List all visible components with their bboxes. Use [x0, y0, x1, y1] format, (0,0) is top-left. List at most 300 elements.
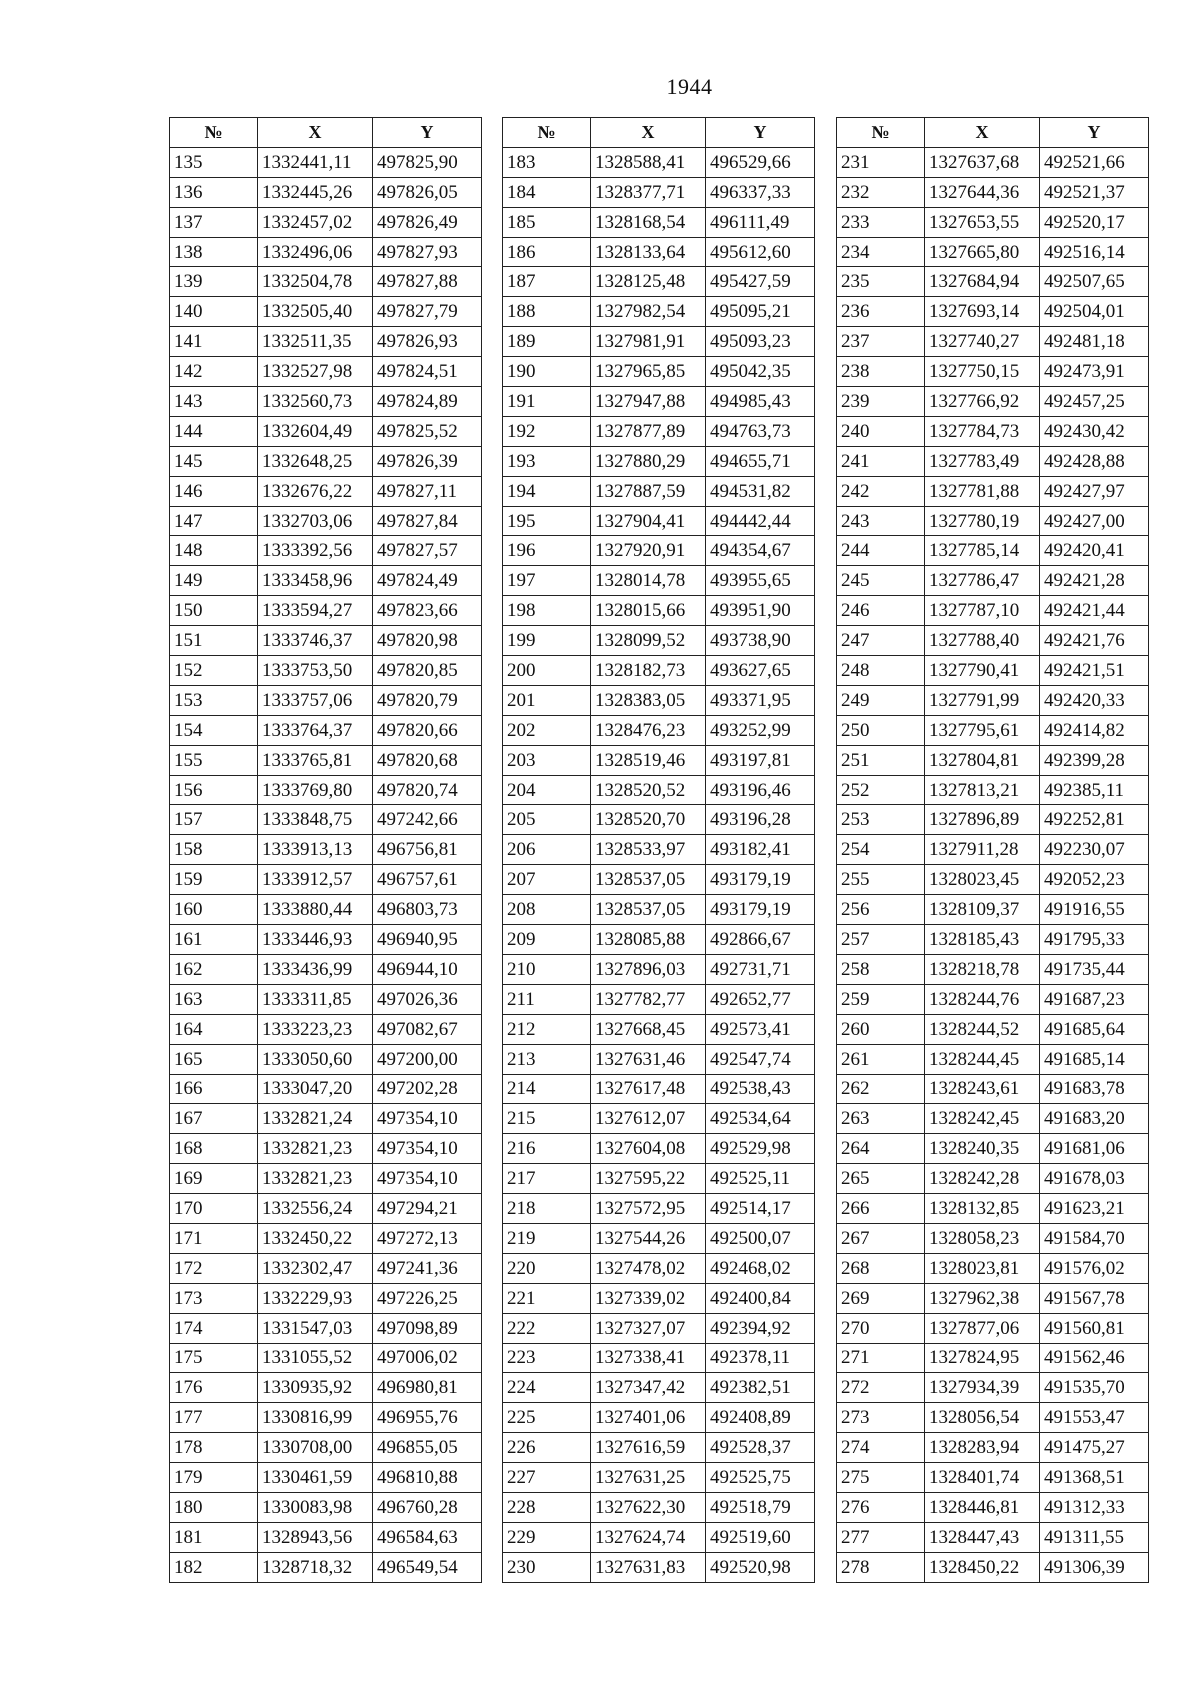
cell-y: 497082,67 — [373, 1014, 482, 1044]
cell-x: 1328383,05 — [591, 685, 706, 715]
table-row — [837, 237, 1149, 267]
cell-x: 1333880,44 — [258, 895, 373, 925]
table-row — [170, 566, 482, 596]
table-row — [837, 745, 1149, 775]
cell-x: 1333753,50 — [258, 656, 373, 686]
cell-no: 211 — [503, 984, 591, 1014]
cell-no: 169 — [170, 1164, 258, 1194]
cell-no: 273 — [837, 1403, 925, 1433]
cell-x: 1327804,81 — [925, 745, 1040, 775]
table-row — [503, 357, 815, 387]
cell-x: 1328242,28 — [925, 1164, 1040, 1194]
table-row — [837, 1253, 1149, 1283]
cell-no: 262 — [837, 1074, 925, 1104]
table-row — [503, 656, 815, 686]
cell-no: 190 — [503, 357, 591, 387]
cell-x: 1327544,26 — [591, 1223, 706, 1253]
cell-no: 220 — [503, 1253, 591, 1283]
table-row — [170, 1194, 482, 1224]
cell-y: 492428,88 — [1040, 446, 1149, 476]
cell-x: 1327740,27 — [925, 327, 1040, 357]
cell-y: 497820,79 — [373, 685, 482, 715]
cell-no: 179 — [170, 1463, 258, 1493]
cell-no: 264 — [837, 1134, 925, 1164]
table-row — [837, 1223, 1149, 1253]
cell-x: 1327896,89 — [925, 805, 1040, 835]
table-row — [170, 1522, 482, 1552]
cell-y: 492427,97 — [1040, 476, 1149, 506]
cell-no: 180 — [170, 1492, 258, 1522]
table-row — [503, 536, 815, 566]
cell-x: 1327788,40 — [925, 626, 1040, 656]
cell-no: 181 — [170, 1522, 258, 1552]
table-row — [837, 387, 1149, 417]
cell-x: 1328242,45 — [925, 1104, 1040, 1134]
cell-x: 1328244,52 — [925, 1014, 1040, 1044]
cell-no: 251 — [837, 745, 925, 775]
cell-x: 1328218,78 — [925, 954, 1040, 984]
cell-no: 136 — [170, 177, 258, 207]
cell-no: 187 — [503, 267, 591, 297]
cell-y: 492421,76 — [1040, 626, 1149, 656]
cell-x: 1327327,07 — [591, 1313, 706, 1343]
cell-no: 197 — [503, 566, 591, 596]
cell-y: 493955,65 — [706, 566, 815, 596]
cell-x: 1330083,98 — [258, 1492, 373, 1522]
cell-y: 492421,51 — [1040, 656, 1149, 686]
cell-no: 163 — [170, 984, 258, 1014]
cell-x: 1333223,23 — [258, 1014, 373, 1044]
cell-x: 1328519,46 — [591, 745, 706, 775]
cell-y: 497827,11 — [373, 476, 482, 506]
cell-no: 243 — [837, 506, 925, 536]
table-row — [170, 1253, 482, 1283]
cell-x: 1332505,40 — [258, 297, 373, 327]
cell-no: 174 — [170, 1313, 258, 1343]
cell-y: 496944,10 — [373, 954, 482, 984]
cell-y: 497820,85 — [373, 656, 482, 686]
cell-no: 228 — [503, 1492, 591, 1522]
cell-x: 1333764,37 — [258, 715, 373, 745]
cell-x: 1327595,22 — [591, 1164, 706, 1194]
cell-no: 184 — [503, 177, 591, 207]
cell-no: 266 — [837, 1194, 925, 1224]
cell-x: 1328132,85 — [925, 1194, 1040, 1224]
table-row — [170, 596, 482, 626]
table-row — [170, 1104, 482, 1134]
cell-no: 168 — [170, 1134, 258, 1164]
cell-x: 1327947,88 — [591, 387, 706, 417]
cell-no: 165 — [170, 1044, 258, 1074]
cell-x: 1327787,10 — [925, 596, 1040, 626]
cell-no: 254 — [837, 835, 925, 865]
cell-x: 1328450,22 — [925, 1552, 1040, 1582]
cell-no: 215 — [503, 1104, 591, 1134]
cell-no: 198 — [503, 596, 591, 626]
cell-x: 1328133,64 — [591, 237, 706, 267]
cell-y: 491368,51 — [1040, 1463, 1149, 1493]
cell-x: 1330816,99 — [258, 1403, 373, 1433]
cell-y: 491683,78 — [1040, 1074, 1149, 1104]
cell-y: 492421,28 — [1040, 566, 1149, 596]
cell-x: 1333913,13 — [258, 835, 373, 865]
cell-no: 230 — [503, 1552, 591, 1582]
cell-x: 1328447,43 — [925, 1522, 1040, 1552]
table-row — [170, 446, 482, 476]
cell-x: 1327616,59 — [591, 1433, 706, 1463]
table-row — [503, 1522, 815, 1552]
table-row — [170, 715, 482, 745]
table-row — [503, 1313, 815, 1343]
cell-no: 153 — [170, 685, 258, 715]
cell-no: 159 — [170, 865, 258, 895]
cell-no: 161 — [170, 925, 258, 955]
cell-y: 491681,06 — [1040, 1134, 1149, 1164]
table-row — [503, 1194, 815, 1224]
cell-x: 1327783,49 — [925, 446, 1040, 476]
cell-y: 497823,66 — [373, 596, 482, 626]
table-row — [837, 1194, 1149, 1224]
cell-y: 492731,71 — [706, 954, 815, 984]
cell-no: 139 — [170, 267, 258, 297]
cell-y: 492421,44 — [1040, 596, 1149, 626]
cell-y: 497827,57 — [373, 536, 482, 566]
cell-x: 1333050,60 — [258, 1044, 373, 1074]
cell-y: 493179,19 — [706, 865, 815, 895]
cell-no: 156 — [170, 775, 258, 805]
cell-x: 1332450,22 — [258, 1223, 373, 1253]
cell-x: 1327780,19 — [925, 506, 1040, 536]
cell-y: 497826,49 — [373, 207, 482, 237]
cell-x: 1332504,78 — [258, 267, 373, 297]
cell-y: 496757,61 — [373, 865, 482, 895]
table-row — [503, 1463, 815, 1493]
cell-no: 238 — [837, 357, 925, 387]
cell-x: 1328109,37 — [925, 895, 1040, 925]
cell-x: 1327824,95 — [925, 1343, 1040, 1373]
cell-y: 493197,81 — [706, 745, 815, 775]
cell-x: 1327982,54 — [591, 297, 706, 327]
cell-x: 1332527,98 — [258, 357, 373, 387]
table-row — [503, 1074, 815, 1104]
cell-x: 1332441,11 — [258, 147, 373, 177]
cell-y: 496810,88 — [373, 1463, 482, 1493]
cell-x: 1333446,93 — [258, 925, 373, 955]
cell-x: 1327791,99 — [925, 685, 1040, 715]
cell-x: 1327785,14 — [925, 536, 1040, 566]
cell-no: 246 — [837, 596, 925, 626]
table-row — [170, 1074, 482, 1104]
cell-y: 492652,77 — [706, 984, 815, 1014]
cell-y: 494763,73 — [706, 416, 815, 446]
table-row — [170, 357, 482, 387]
table-row — [503, 1373, 815, 1403]
cell-y: 492573,41 — [706, 1014, 815, 1044]
cell-x: 1327784,73 — [925, 416, 1040, 446]
table-row — [170, 1463, 482, 1493]
cell-x: 1328244,76 — [925, 984, 1040, 1014]
cell-x: 1333594,27 — [258, 596, 373, 626]
cell-no: 248 — [837, 656, 925, 686]
cell-x: 1333769,80 — [258, 775, 373, 805]
cell-x: 1327766,92 — [925, 387, 1040, 417]
cell-no: 265 — [837, 1164, 925, 1194]
cell-no: 239 — [837, 387, 925, 417]
cell-no: 178 — [170, 1433, 258, 1463]
cell-x: 1331547,03 — [258, 1313, 373, 1343]
cell-no: 202 — [503, 715, 591, 745]
table-row — [170, 476, 482, 506]
cell-x: 1327786,47 — [925, 566, 1040, 596]
cell-x: 1327782,77 — [591, 984, 706, 1014]
cell-no: 208 — [503, 895, 591, 925]
table-row — [837, 297, 1149, 327]
table-row — [170, 865, 482, 895]
cell-y: 492408,89 — [706, 1403, 815, 1433]
cell-y: 496760,28 — [373, 1492, 482, 1522]
cell-no: 255 — [837, 865, 925, 895]
cell-x: 1328401,74 — [925, 1463, 1040, 1493]
coordinates-table-1 — [169, 117, 481, 1583]
cell-y: 497272,13 — [373, 1223, 482, 1253]
cell-x: 1328446,81 — [925, 1492, 1040, 1522]
cell-no: 145 — [170, 446, 258, 476]
cell-no: 242 — [837, 476, 925, 506]
cell-no: 236 — [837, 297, 925, 327]
cell-no: 232 — [837, 177, 925, 207]
cell-no: 192 — [503, 416, 591, 446]
table-row — [170, 207, 482, 237]
table-row — [503, 626, 815, 656]
cell-y: 496529,66 — [706, 147, 815, 177]
cell-no: 206 — [503, 835, 591, 865]
table-row — [503, 1253, 815, 1283]
cell-no: 170 — [170, 1194, 258, 1224]
cell-x: 1327962,38 — [925, 1283, 1040, 1313]
table-row — [837, 1343, 1149, 1373]
table-row — [170, 1403, 482, 1433]
table-row — [837, 1104, 1149, 1134]
cell-y: 497354,10 — [373, 1104, 482, 1134]
cell-x: 1332604,49 — [258, 416, 373, 446]
cell-no: 207 — [503, 865, 591, 895]
cell-no: 221 — [503, 1283, 591, 1313]
table-row — [837, 1134, 1149, 1164]
table-row — [837, 1492, 1149, 1522]
cell-no: 175 — [170, 1343, 258, 1373]
cell-x: 1327612,07 — [591, 1104, 706, 1134]
cell-y: 492399,28 — [1040, 745, 1149, 775]
cell-no: 167 — [170, 1104, 258, 1134]
table-row — [837, 357, 1149, 387]
table-row — [837, 984, 1149, 1014]
cell-no: 191 — [503, 387, 591, 417]
cell-x: 1327896,03 — [591, 954, 706, 984]
table-row — [503, 147, 815, 177]
cell-y: 497354,10 — [373, 1164, 482, 1194]
table-row — [170, 1343, 482, 1373]
cell-y: 497820,68 — [373, 745, 482, 775]
table-row — [837, 1074, 1149, 1104]
cell-x: 1332676,22 — [258, 476, 373, 506]
cell-no: 183 — [503, 147, 591, 177]
cell-no: 199 — [503, 626, 591, 656]
cell-x: 1328099,52 — [591, 626, 706, 656]
table-row — [170, 147, 482, 177]
cell-no: 274 — [837, 1433, 925, 1463]
cell-y: 497226,25 — [373, 1283, 482, 1313]
cell-x: 1328125,48 — [591, 267, 706, 297]
cell-y: 492521,66 — [1040, 147, 1149, 177]
cell-y: 497098,89 — [373, 1313, 482, 1343]
cell-x: 1333848,75 — [258, 805, 373, 835]
table-row — [170, 1134, 482, 1164]
cell-y: 497827,88 — [373, 267, 482, 297]
cell-no: 249 — [837, 685, 925, 715]
table-row — [170, 1223, 482, 1253]
table-row — [170, 1044, 482, 1074]
header-y: Y — [706, 118, 815, 148]
cell-x: 1327877,06 — [925, 1313, 1040, 1343]
cell-x: 1332560,73 — [258, 387, 373, 417]
table-row — [503, 207, 815, 237]
table-row — [170, 387, 482, 417]
table-row — [503, 895, 815, 925]
cell-x: 1327781,88 — [925, 476, 1040, 506]
cell-x: 1327631,25 — [591, 1463, 706, 1493]
table-row — [503, 715, 815, 745]
cell-no: 237 — [837, 327, 925, 357]
table-row — [837, 715, 1149, 745]
cell-no: 278 — [837, 1552, 925, 1582]
cell-x: 1327813,21 — [925, 775, 1040, 805]
table-row — [170, 656, 482, 686]
cell-y: 492507,65 — [1040, 267, 1149, 297]
cell-y: 497824,51 — [373, 357, 482, 387]
table-row — [503, 1492, 815, 1522]
cell-x: 1327880,29 — [591, 446, 706, 476]
cell-y: 494354,67 — [706, 536, 815, 566]
cell-y: 492230,07 — [1040, 835, 1149, 865]
cell-y: 497826,05 — [373, 177, 482, 207]
table-row — [170, 685, 482, 715]
cell-x: 1328377,71 — [591, 177, 706, 207]
cell-x: 1328520,70 — [591, 805, 706, 835]
cell-x: 1327604,08 — [591, 1134, 706, 1164]
table-row — [837, 177, 1149, 207]
cell-no: 234 — [837, 237, 925, 267]
cell-no: 193 — [503, 446, 591, 476]
cell-no: 260 — [837, 1014, 925, 1044]
table-row — [503, 237, 815, 267]
cell-y: 496111,49 — [706, 207, 815, 237]
table-row — [170, 925, 482, 955]
cell-y: 497826,39 — [373, 446, 482, 476]
header-x: X — [925, 118, 1040, 148]
coordinates-table-2 — [502, 117, 814, 1583]
cell-y: 492252,81 — [1040, 805, 1149, 835]
cell-no: 233 — [837, 207, 925, 237]
cell-y: 492525,11 — [706, 1164, 815, 1194]
cell-x: 1328244,45 — [925, 1044, 1040, 1074]
cell-y: 492538,43 — [706, 1074, 815, 1104]
cell-y: 497824,89 — [373, 387, 482, 417]
cell-y: 491735,44 — [1040, 954, 1149, 984]
table-row — [837, 1313, 1149, 1343]
page-number: 1944 — [666, 74, 713, 99]
cell-y: 497294,21 — [373, 1194, 482, 1224]
table-row — [170, 984, 482, 1014]
cell-x: 1333392,56 — [258, 536, 373, 566]
cell-x: 1333746,37 — [258, 626, 373, 656]
cell-x: 1328537,05 — [591, 895, 706, 925]
cell-no: 214 — [503, 1074, 591, 1104]
cell-x: 1328537,05 — [591, 865, 706, 895]
cell-y: 492528,37 — [706, 1433, 815, 1463]
cell-no: 272 — [837, 1373, 925, 1403]
table-row — [837, 685, 1149, 715]
cell-no: 218 — [503, 1194, 591, 1224]
cell-y: 493371,95 — [706, 685, 815, 715]
cell-x: 1328520,52 — [591, 775, 706, 805]
table-row — [837, 954, 1149, 984]
cell-y: 492414,82 — [1040, 715, 1149, 745]
table-row — [170, 297, 482, 327]
table-row — [837, 476, 1149, 506]
cell-no: 227 — [503, 1463, 591, 1493]
header-no: № — [837, 118, 925, 148]
cell-x: 1328588,41 — [591, 147, 706, 177]
cell-no: 143 — [170, 387, 258, 417]
cell-x: 1328185,43 — [925, 925, 1040, 955]
cell-y: 492518,79 — [706, 1492, 815, 1522]
cell-y: 497241,36 — [373, 1253, 482, 1283]
cell-y: 491683,20 — [1040, 1104, 1149, 1134]
table-row — [170, 895, 482, 925]
cell-y: 492430,42 — [1040, 416, 1149, 446]
table-row — [837, 865, 1149, 895]
cell-y: 497827,84 — [373, 506, 482, 536]
table-row — [503, 775, 815, 805]
cell-y: 497827,79 — [373, 297, 482, 327]
table-row — [837, 805, 1149, 835]
table-row — [503, 835, 815, 865]
cell-x: 1327572,95 — [591, 1194, 706, 1224]
cell-no: 259 — [837, 984, 925, 1014]
cell-no: 182 — [170, 1552, 258, 1582]
cell-y: 491678,03 — [1040, 1164, 1149, 1194]
cell-y: 492504,01 — [1040, 297, 1149, 327]
cell-x: 1328476,23 — [591, 715, 706, 745]
cell-x: 1328058,23 — [925, 1223, 1040, 1253]
cell-no: 137 — [170, 207, 258, 237]
cell-y: 492514,17 — [706, 1194, 815, 1224]
cell-x: 1333912,57 — [258, 865, 373, 895]
cell-x: 1332445,26 — [258, 177, 373, 207]
cell-x: 1332648,25 — [258, 446, 373, 476]
cell-y: 491687,23 — [1040, 984, 1149, 1014]
cell-y: 497354,10 — [373, 1134, 482, 1164]
cell-y: 493951,90 — [706, 596, 815, 626]
table-row — [503, 416, 815, 446]
cell-y: 491306,39 — [1040, 1552, 1149, 1582]
table-row — [503, 1044, 815, 1074]
cell-y: 492534,64 — [706, 1104, 815, 1134]
table-row — [503, 267, 815, 297]
cell-no: 241 — [837, 446, 925, 476]
cell-x: 1327338,41 — [591, 1343, 706, 1373]
cell-no: 231 — [837, 147, 925, 177]
